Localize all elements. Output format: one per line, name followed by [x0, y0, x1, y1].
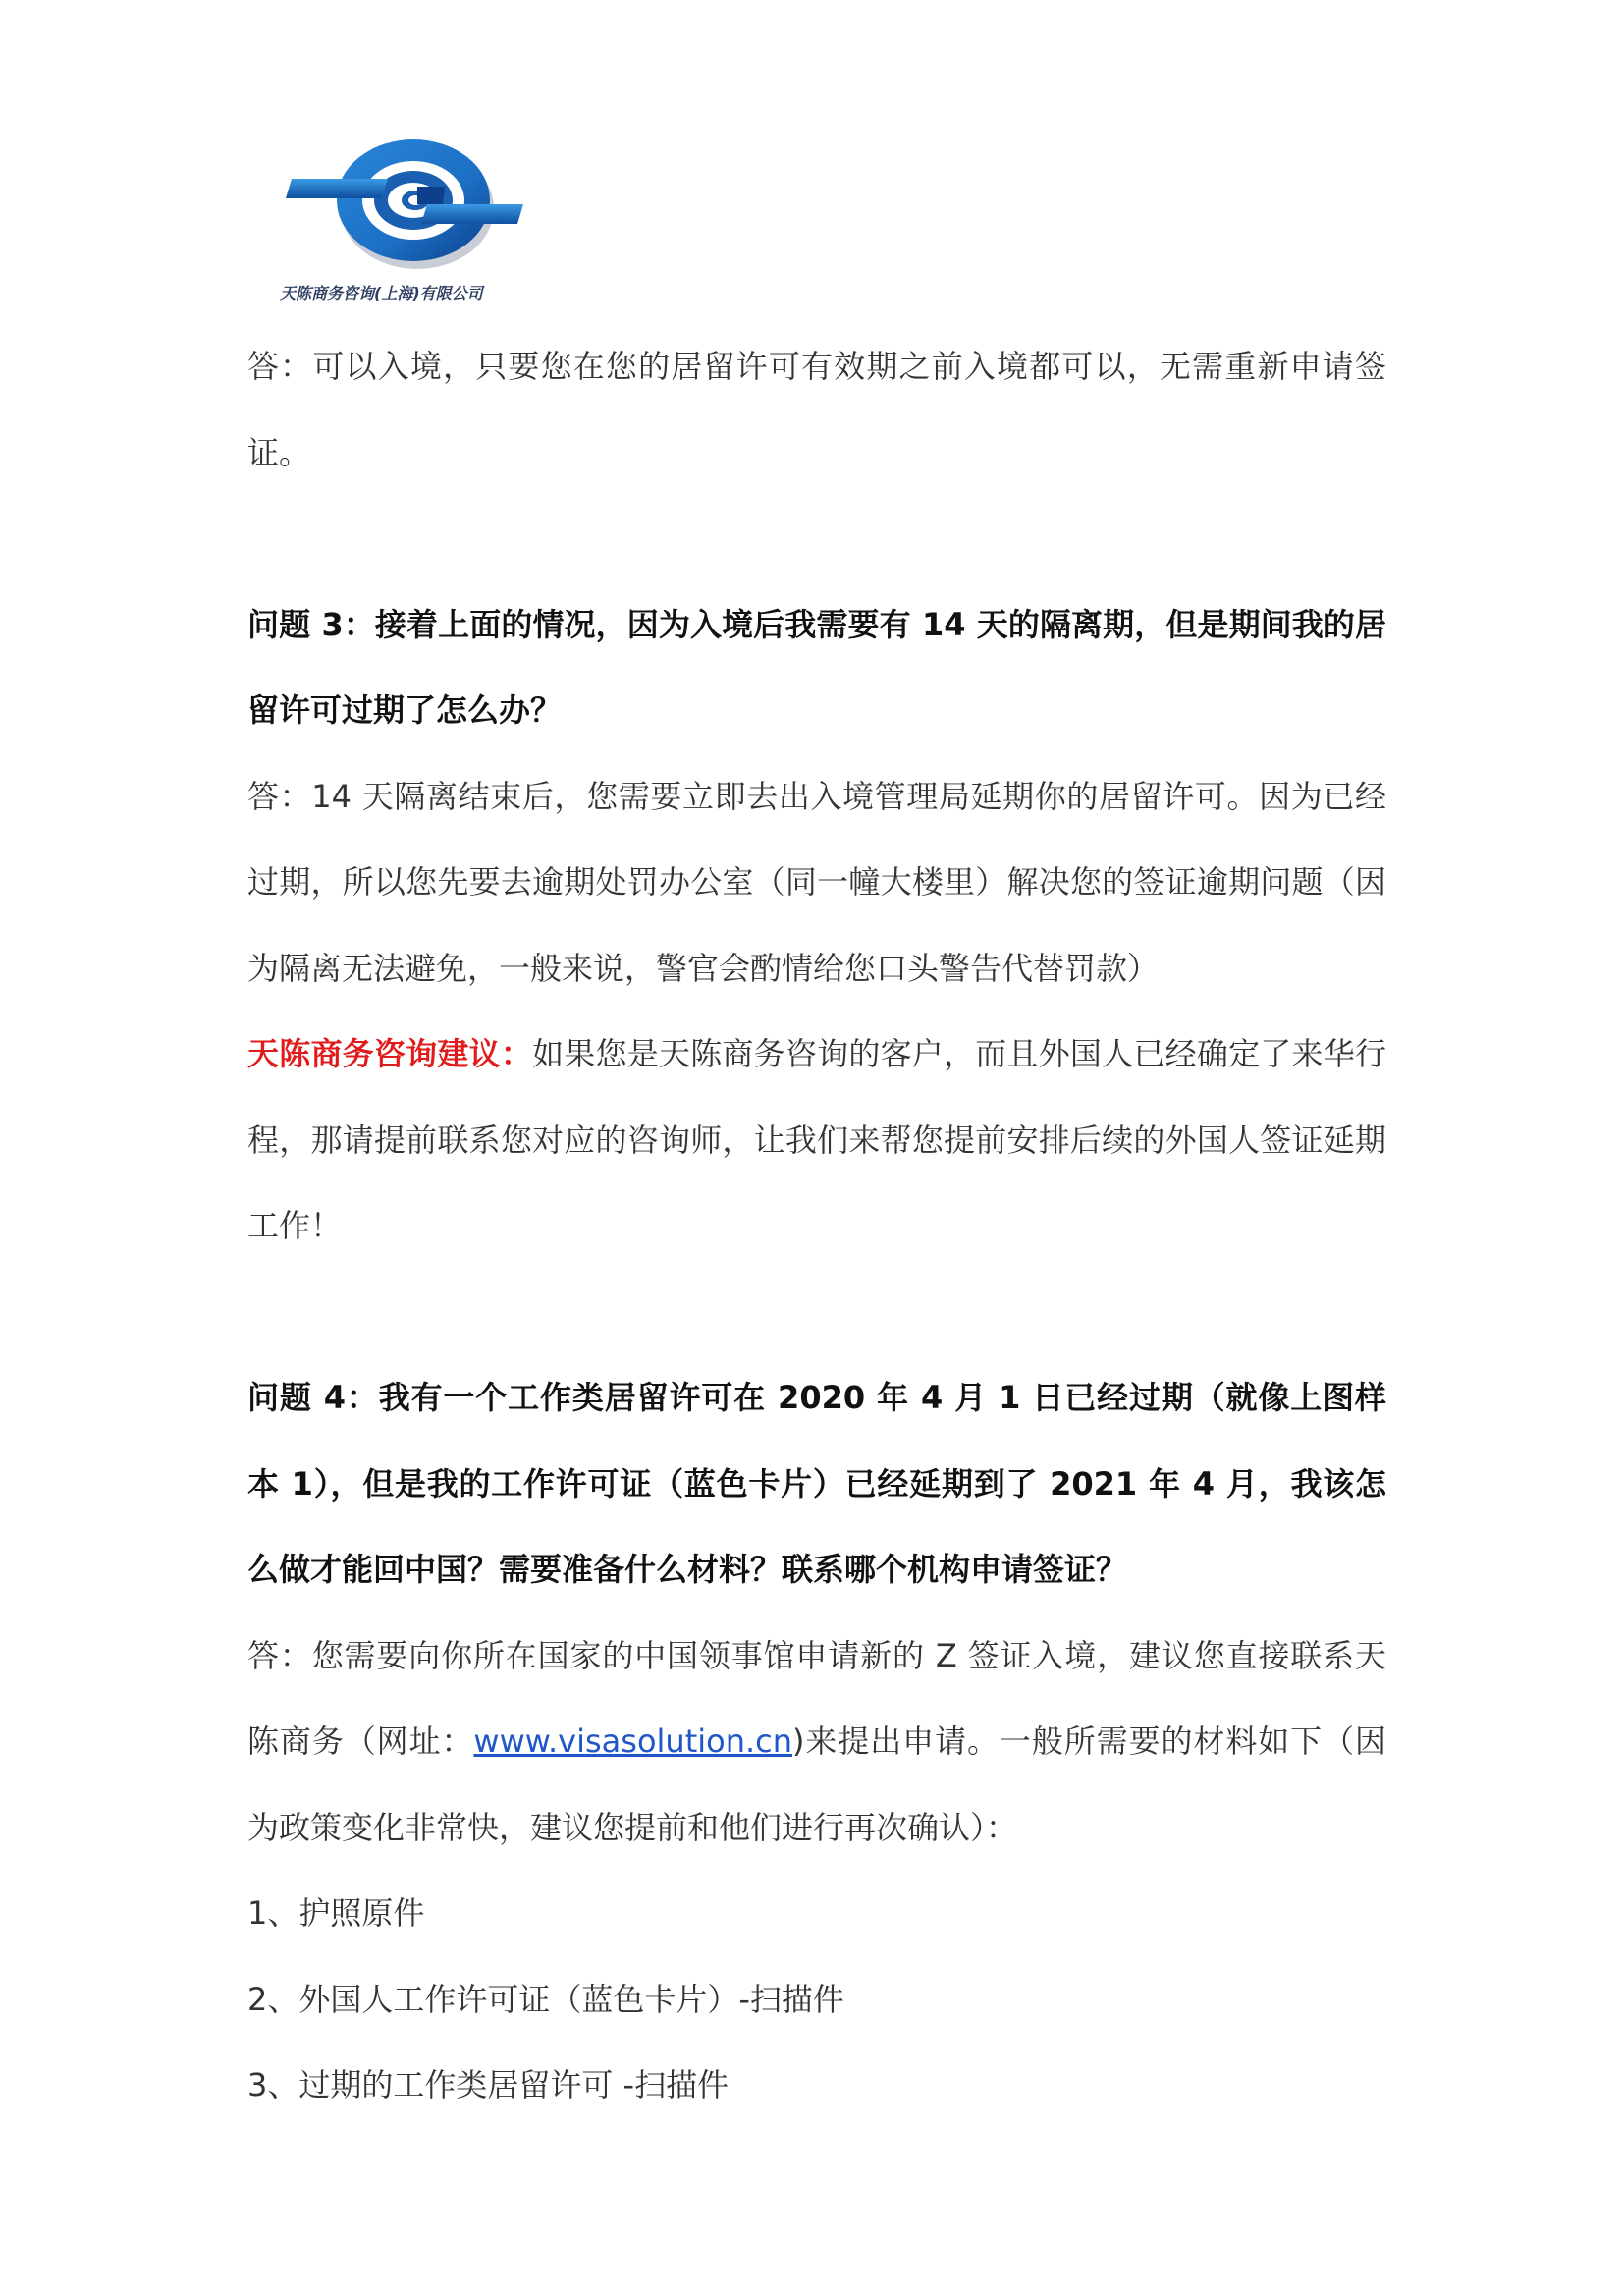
- material-item-2: 2、外国人工作许可证（蓝色卡片）-扫描件: [247, 1980, 844, 2018]
- answer-4-paragraph: [247, 1613, 1386, 1872]
- answer-2-paragraph: 答：可以入境，只要您在您的居留许可有效期之前入境都可以，无需重新申请签证。: [247, 348, 1386, 471]
- advice-paragraph: [247, 1011, 1386, 1270]
- website-link[interactable]: www.visasolution.cn: [473, 1722, 793, 1760]
- advice-text: 如果您是天陈商务咨询的客户，而且外国人已经确定了来华行程，那请提前联系您对应的咨询师，让我们来帮您提前安排后续的外国人签证延期工作！: [247, 1035, 1386, 1244]
- paragraph-gap: [247, 1270, 1386, 1356]
- company-logo: [270, 128, 565, 304]
- paragraph-gap: [247, 496, 1386, 582]
- question-4-heading: 问题 4：我有一个工作类居留许可在 2020 年 4 月 1 日已经过期（就像上图样本 1），但是我的工作许可证（蓝色卡片）已经延期到了 2021 年 4 月，我该怎么做才能回中国？需要准备什么材料？联系哪个机构申请签证？: [247, 1379, 1386, 1588]
- material-item-1: 1、护照原件: [247, 1894, 425, 1932]
- material-item-3: 3、过期的工作类居留许可 -扫描件: [247, 2066, 730, 2104]
- article-body: [247, 324, 1386, 2129]
- company-name-caption: 天陈商务咨询(上海)有限公司: [280, 284, 483, 302]
- question-3-heading: 问题 3：接着上面的情况，因为入境后我需要有 14 天的隔离期，但是期间我的居留许可过期了怎么办？: [247, 605, 1386, 729]
- answer-3-paragraph: 答：14 天隔离结束后，您需要立即去出入境管理局延期你的居留许可。因为已经过期，所以您先要去逾期处罚办公室（同一幢大楼里）解决您的签证逾期问题（因为隔离无法避免，一般来说，警官会酌情给您口头警告代替罚款）: [247, 777, 1386, 987]
- answer-4-text-before-link: 答：您需要向你所在国家的中国领事馆申请新的 Z 签证入境，建议您直接联系天陈商务（网址：: [247, 1636, 1386, 1760]
- answer-4-text-after-link: )来提出申请。一般所需要的材料如下（因为政策变化非常快，建议您提前和他们进行再次确认）：: [247, 1722, 1386, 1846]
- company-logo-at-icon: [270, 128, 565, 285]
- advice-label: 天陈商务咨询建议：: [247, 1035, 533, 1072]
